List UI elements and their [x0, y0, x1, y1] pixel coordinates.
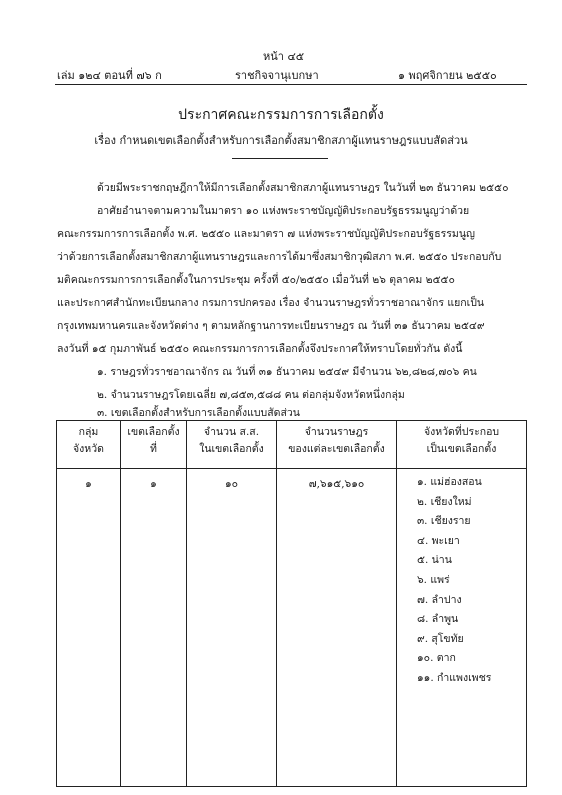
col-header-population [277, 421, 397, 469]
list-item: ๒. จำนวนราษฎรโดยเฉลี่ย ๗,๘๕๓,๕๘๘ คน ต่อกลุ่มจังหวัดหนึ่งกลุ่ม [97, 389, 405, 401]
header-line: จำนวนราษฎร [304, 426, 369, 438]
header-line: กลุ่ม [78, 426, 99, 438]
header-line: จังหวัดที่ประกอบ [423, 426, 500, 438]
cell-district: ๑ [121, 469, 187, 787]
body-line: กรุงเทพมหานครและจังหวัดต่าง ๆ ตามหลักฐานการทะเบียนราษฎร ณ วันที่ ๓๑ ธันวาคม ๒๕๔๙ [57, 320, 485, 332]
province-item: ๖. แพร่ [417, 573, 450, 586]
announcement-subject: เรื่อง กำหนดเขตเลือกตั้งสำหรับการเลือกตั้งสมาชิกสภาผู้แทนราษฎรแบบสัดส่วน [94, 134, 468, 147]
cell-provinces [397, 469, 527, 787]
volume-issue: เล่ม ๑๒๔ ตอนที่ ๗๖ ก [57, 69, 162, 82]
province-item: ๔. พะเยา [417, 534, 460, 547]
col-header-group [57, 421, 121, 469]
body-line: และประกาศสำนักทะเบียนกลาง กรมการปกครอง เรื่อง จำนวนราษฎรทั่วราชอาณาจักร แยกเป็น [57, 297, 485, 309]
col-header-mps [187, 421, 277, 469]
table-row [57, 469, 527, 787]
province-item: ๕. น่าน [417, 554, 452, 567]
table-header-row [57, 421, 527, 469]
header-line: เขตเลือกตั้ง [127, 426, 180, 438]
header-line: ที่ [150, 443, 157, 455]
body-line: อาศัยอำนาจตามความในมาตรา ๑๐ แห่งพระราชบัญญัติประกอบรัฐธรรมนูญว่าด้วย [97, 205, 470, 217]
province-item: ๑. แม่ฮ่องสอน [417, 476, 482, 488]
col-header-provinces [397, 421, 527, 469]
header-line: จังหวัด [73, 443, 104, 455]
header-line: จำนวน ส.ส. [203, 426, 260, 438]
cell-population: ๗,๖๑๕,๖๑๐ [277, 469, 397, 787]
body-line: มติคณะกรรมการการเลือกตั้งในการประชุม ครั้งที่ ๕๐/๒๕๕๐ เมื่อวันที่ ๒๖ ตุลาคม ๒๕๕๐ [57, 274, 455, 286]
province-item: ๘. ลำพูน [417, 613, 459, 626]
body-line: ด้วยมีพระราชกฤษฎีกาให้มีการเลือกตั้งสมาชิกสภาผู้แทนราษฎร ในวันที่ ๒๓ ธันวาคม ๒๕๕๐ [97, 182, 509, 194]
body-line: ลงวันที่ ๑๕ กุมภาพันธ์ ๒๕๕๐ คณะกรรมการการเลือกตั้งจึงประกาศให้ทราบโดยทั่วกัน ดังนี้ [57, 343, 463, 355]
list-item: ๓. เขตเลือกตั้งสำหรับการเลือกตั้งแบบสัดส่วน [97, 407, 300, 419]
header-line: ในเขตเลือกตั้ง [199, 443, 264, 455]
province-item: ๑๑. กำแพงเพชร [417, 671, 492, 684]
title-divider [232, 158, 328, 159]
body-line: คณะกรรมการการเลือกตั้ง พ.ศ. ๒๕๕๐ และมาตรา ๗ แห่งพระราชบัญญัติประกอบรัฐธรรมนูญ [57, 228, 475, 240]
cell-mps: ๑๐ [187, 469, 277, 787]
province-item: ๓. เชียงราย [417, 515, 471, 528]
announcement-title: ประกาศคณะกรรมการการเลือกตั้ง [178, 107, 384, 123]
header-line: ของแต่ละเขตเลือกตั้ง [288, 443, 385, 455]
province-item: ๑๐. ตาก [417, 652, 456, 665]
cell-group: ๑ [57, 469, 121, 787]
body-line: ว่าด้วยการเลือกตั้งสมาชิกสภาผู้แทนราษฎรและการได้มาซึ่งสมาชิกวุฒิสภา พ.ศ. ๒๕๕๐ ประกอบกับ [57, 251, 502, 263]
province-item: ๗. ลำปาง [417, 593, 462, 606]
gazette-date: ๑ พฤศจิกายน ๒๕๕๐ [398, 69, 497, 82]
electoral-district-table [56, 420, 527, 787]
page-number: หน้า ๔๕ [263, 50, 305, 63]
header-rule [55, 84, 527, 85]
gazette-name: ราชกิจจานุเบกษา [235, 69, 319, 82]
province-item: ๒. เชียงใหม่ [417, 495, 472, 508]
province-list [397, 469, 526, 689]
list-item: ๑. ราษฎรทั่วราชอาณาจักร ณ วันที่ ๓๑ ธันวาคม ๒๕๔๙ มีจำนวน ๖๒,๘๒๘,๗๐๖ คน [97, 366, 477, 378]
province-item: ๙. สุโขทัย [417, 632, 464, 645]
header-line: เป็นเขตเลือกตั้ง [426, 443, 497, 455]
col-header-district [121, 421, 187, 469]
